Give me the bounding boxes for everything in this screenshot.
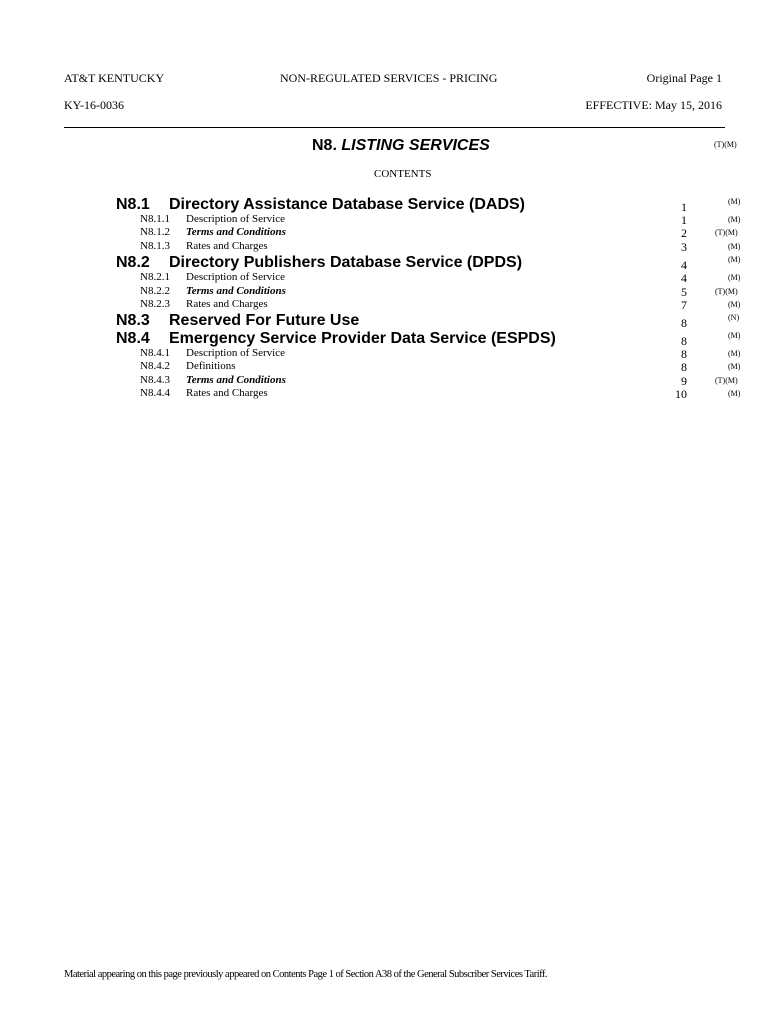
subsection-page: 7 — [681, 298, 687, 312]
section-number: N8.1 — [116, 196, 150, 213]
subsection-number: N8.1.3 — [140, 240, 170, 252]
subsection-number: N8.4.3 — [140, 374, 170, 386]
subsection-page: 2 — [681, 226, 687, 240]
section-title: Reserved For Future Use — [169, 312, 360, 329]
header-center: NON-REGULATED SERVICES - PRICING — [280, 71, 498, 85]
page-title — [312, 137, 490, 155]
subsection-title: Rates and Charges — [186, 298, 268, 310]
section-title: Directory Assistance Database Service (DADS) — [169, 196, 526, 213]
subsection-number: N8.4.4 — [140, 387, 170, 399]
section-number: N8.3 — [116, 312, 150, 329]
subsection-number: N8.4.1 — [140, 347, 170, 359]
header-rule — [64, 127, 725, 128]
subsection-marker: (T)(M) — [715, 228, 738, 237]
subsection-marker: (M) — [728, 215, 741, 224]
header-doc-id: KY-16-0036 — [64, 98, 124, 112]
subsection-marker: (M) — [728, 300, 741, 309]
subsection-page: 4 — [681, 271, 687, 285]
section-marker: (M) — [728, 331, 741, 340]
subsection-page: 5 — [681, 285, 687, 299]
footer-note: Material appearing on this page previously appeared on Contents Page 1 of Section A38 of the General Subscriber Services Tariff. — [64, 969, 548, 980]
section-number: N8.4 — [116, 330, 150, 347]
subsection-marker: (T)(M) — [715, 376, 738, 385]
subsection-title: Description of Service — [186, 347, 285, 359]
section-page: 8 — [681, 316, 687, 330]
subsection-marker: (M) — [728, 273, 741, 282]
section-page: 1 — [681, 200, 687, 214]
subsection-page: 8 — [681, 347, 687, 361]
subsection-title: Rates and Charges — [186, 387, 268, 399]
title-text: LISTING SERVICES — [341, 137, 490, 154]
section-title: Emergency Service Provider Data Service (ESPDS) — [169, 330, 556, 347]
subsection-marker: (M) — [728, 242, 741, 251]
subsection-title: Terms and Conditions — [186, 374, 286, 386]
subsection-page: 10 — [675, 387, 687, 401]
header-effective: EFFECTIVE: May 15, 2016 — [585, 98, 722, 112]
subsection-page: 9 — [681, 374, 687, 388]
subsection-marker: (M) — [728, 349, 741, 358]
subsection-number: N8.2.3 — [140, 298, 170, 310]
subsection-page: 8 — [681, 360, 687, 374]
subsection-title: Definitions — [186, 360, 236, 372]
subsection-title: Terms and Conditions — [186, 285, 286, 297]
subsection-page: 1 — [681, 213, 687, 227]
subsection-page: 3 — [681, 240, 687, 254]
section-page: 4 — [681, 258, 687, 272]
subsection-number: N8.2.2 — [140, 285, 170, 297]
subsection-title: Description of Service — [186, 213, 285, 225]
header-company: AT&T KENTUCKY — [64, 71, 165, 85]
section-marker: (N) — [728, 313, 740, 322]
section-page: 8 — [681, 334, 687, 348]
section-marker: (M) — [728, 197, 741, 206]
section-number: N8.2 — [116, 254, 150, 271]
section-title: Directory Publishers Database Service (DPDS) — [169, 254, 523, 271]
subsection-number: N8.1.2 — [140, 226, 170, 238]
subsection-title: Terms and Conditions — [186, 226, 286, 238]
title-prefix: N8. — [312, 137, 337, 154]
subsection-number: N8.1.1 — [140, 213, 170, 225]
contents-label: CONTENTS — [374, 168, 432, 180]
title-marker: (T)(M) — [714, 140, 737, 149]
subsection-title: Description of Service — [186, 271, 285, 283]
subsection-marker: (M) — [728, 362, 741, 371]
subsection-title: Rates and Charges — [186, 240, 268, 252]
section-marker: (M) — [728, 255, 741, 264]
subsection-marker: (M) — [728, 389, 741, 398]
subsection-number: N8.4.2 — [140, 360, 170, 372]
header-page: Original Page 1 — [646, 71, 722, 85]
subsection-marker: (T)(M) — [715, 287, 738, 296]
subsection-number: N8.2.1 — [140, 271, 170, 283]
